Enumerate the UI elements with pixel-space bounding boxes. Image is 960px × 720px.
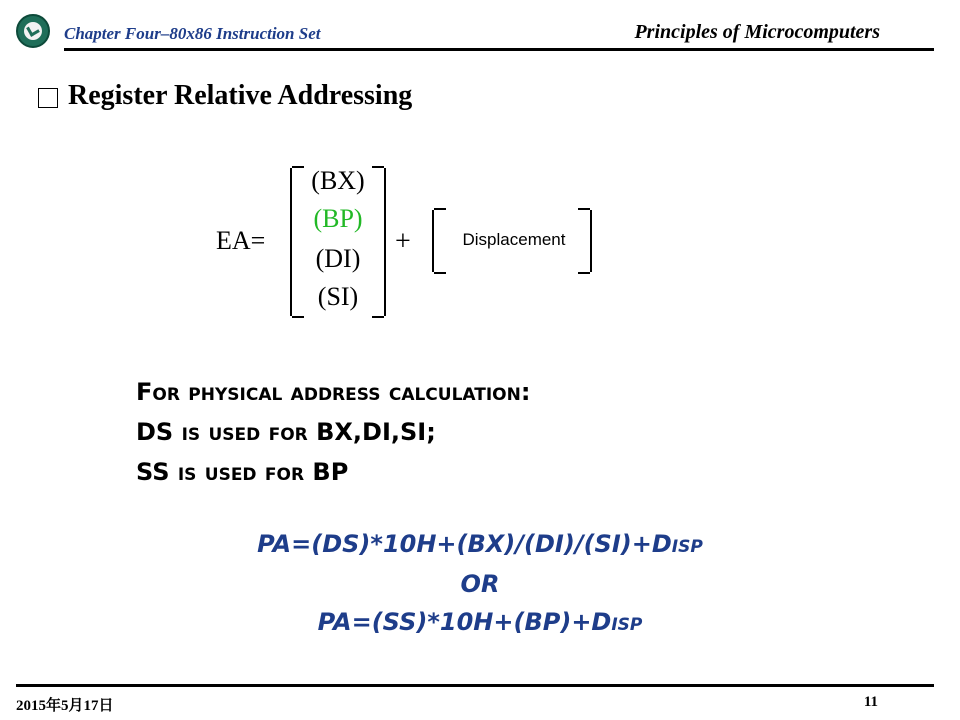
formula-or: OR (460, 570, 500, 598)
ea-label: EA= (216, 226, 266, 255)
formula-ss: PA=(SS)*10H+(BP)+Disp (317, 608, 643, 636)
footer-divider (16, 684, 934, 687)
pa-line-1: For physical address calculation: (136, 378, 531, 406)
register-di: (DI) (315, 244, 361, 273)
header-divider (64, 48, 934, 51)
register-bx: (BX) (311, 166, 365, 195)
bullet-square-icon (38, 88, 58, 108)
register-si: (SI) (317, 282, 359, 311)
slide-title: Register Relative Addressing (68, 80, 413, 111)
course-title: Principles of Microcomputers (634, 21, 880, 43)
university-logo-icon (16, 14, 50, 48)
chapter-title: Chapter Four–80x86 Instruction Set (64, 24, 321, 43)
page-number: 11 (863, 694, 878, 710)
pa-line-3: SS is used for BP (136, 458, 349, 486)
footer-date: 2015年5月17日 (16, 698, 114, 714)
displacement-label: Displacement (462, 230, 566, 249)
pa-line-2: DS is used for BX,DI,SI; (136, 418, 436, 446)
register-bp: (BP) (313, 204, 363, 233)
formula-ds: PA=(DS)*10H+(BX)/(DI)/(SI)+Disp (257, 530, 703, 558)
plus-sign: + (395, 226, 411, 257)
